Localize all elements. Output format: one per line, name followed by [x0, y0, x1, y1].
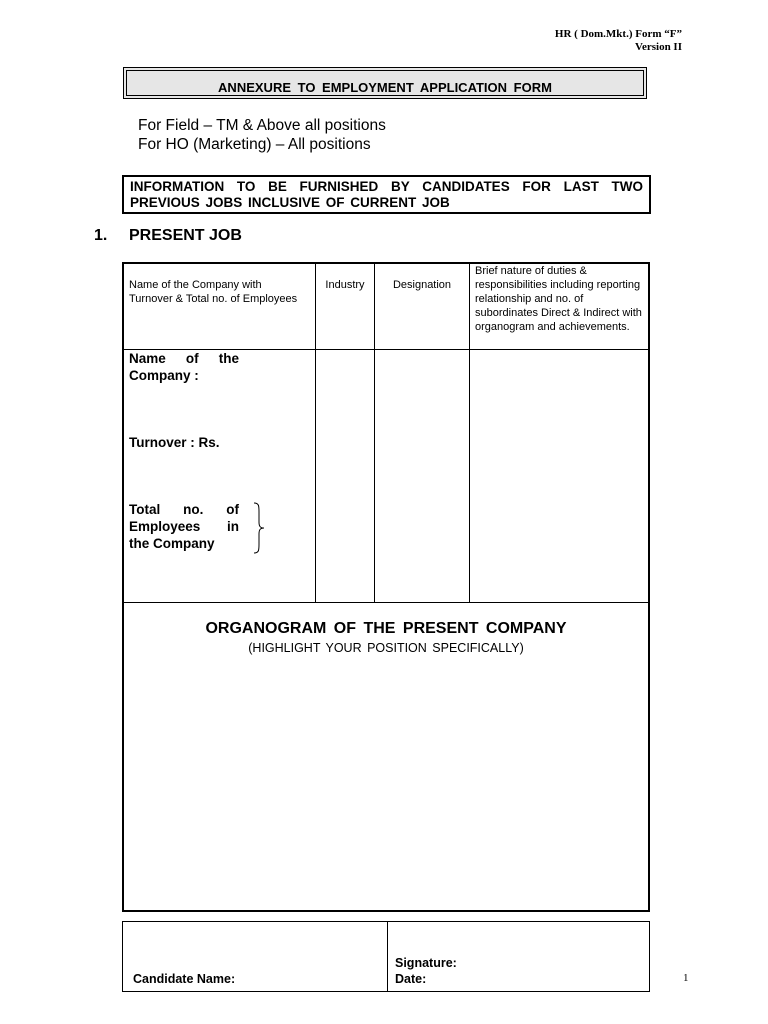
label-company-name-1: Name of the — [129, 351, 239, 366]
label-total-1: Total no. of — [129, 502, 239, 517]
section-number: 1. — [94, 227, 108, 244]
signature-label: Signature: — [395, 956, 457, 970]
column-divider-1 — [315, 264, 316, 602]
info-line-2: PREVIOUS JOBS INCLUSIVE OF CURRENT JOB — [130, 195, 450, 210]
header-company: Name of the Company with Turnover & Total no. of Employees — [129, 279, 298, 305]
title-box — [123, 67, 647, 99]
info-line-1: INFORMATION TO BE FURNISHED BY CANDIDATES FOR LAST TWO — [130, 179, 643, 194]
form-code: HR ( Dom.Mkt.) Form “F” — [554, 28, 682, 40]
header-duties: Brief nature of duties & responsibilities including reporting relationship and no. of subordinates Direct & Indirect with organogram and achievements. — [475, 265, 642, 333]
scope-ho: For HO (Marketing) – All positions — [138, 136, 371, 153]
date-label: Date: — [395, 972, 427, 986]
header-industry: Industry — [325, 279, 365, 291]
section-title: PRESENT JOB — [129, 227, 242, 244]
info-box — [122, 175, 651, 214]
form-version: Version II — [635, 41, 682, 53]
page-number: 1 — [683, 972, 689, 984]
signature-box — [122, 921, 650, 992]
label-total-3: the Company — [129, 536, 215, 551]
page-title: ANNEXURE TO EMPLOYMENT APPLICATION FORM — [218, 80, 552, 95]
candidate-name-label: Candidate Name: — [133, 972, 236, 986]
section-heading — [94, 227, 242, 245]
header-designation: Designation — [392, 279, 452, 291]
organogram-title: ORGANOGRAM OF THE PRESENT COMPANY — [205, 620, 567, 637]
column-divider-3 — [469, 264, 470, 602]
signature-divider — [387, 922, 388, 991]
label-turnover: Turnover : Rs. — [129, 435, 220, 450]
title-box-inner — [126, 70, 644, 96]
scope-field: For Field – TM & Above all positions — [138, 117, 386, 134]
column-divider-2 — [374, 264, 375, 602]
label-total-2: Employees in — [129, 519, 239, 534]
curly-brace-icon — [252, 502, 266, 554]
present-job-table — [122, 262, 650, 912]
organogram-subtitle: (HIGHLIGHT YOUR POSITION SPECIFICALLY) — [248, 641, 524, 655]
organogram-divider — [124, 602, 648, 603]
label-company-name-2: Company : — [129, 368, 199, 383]
